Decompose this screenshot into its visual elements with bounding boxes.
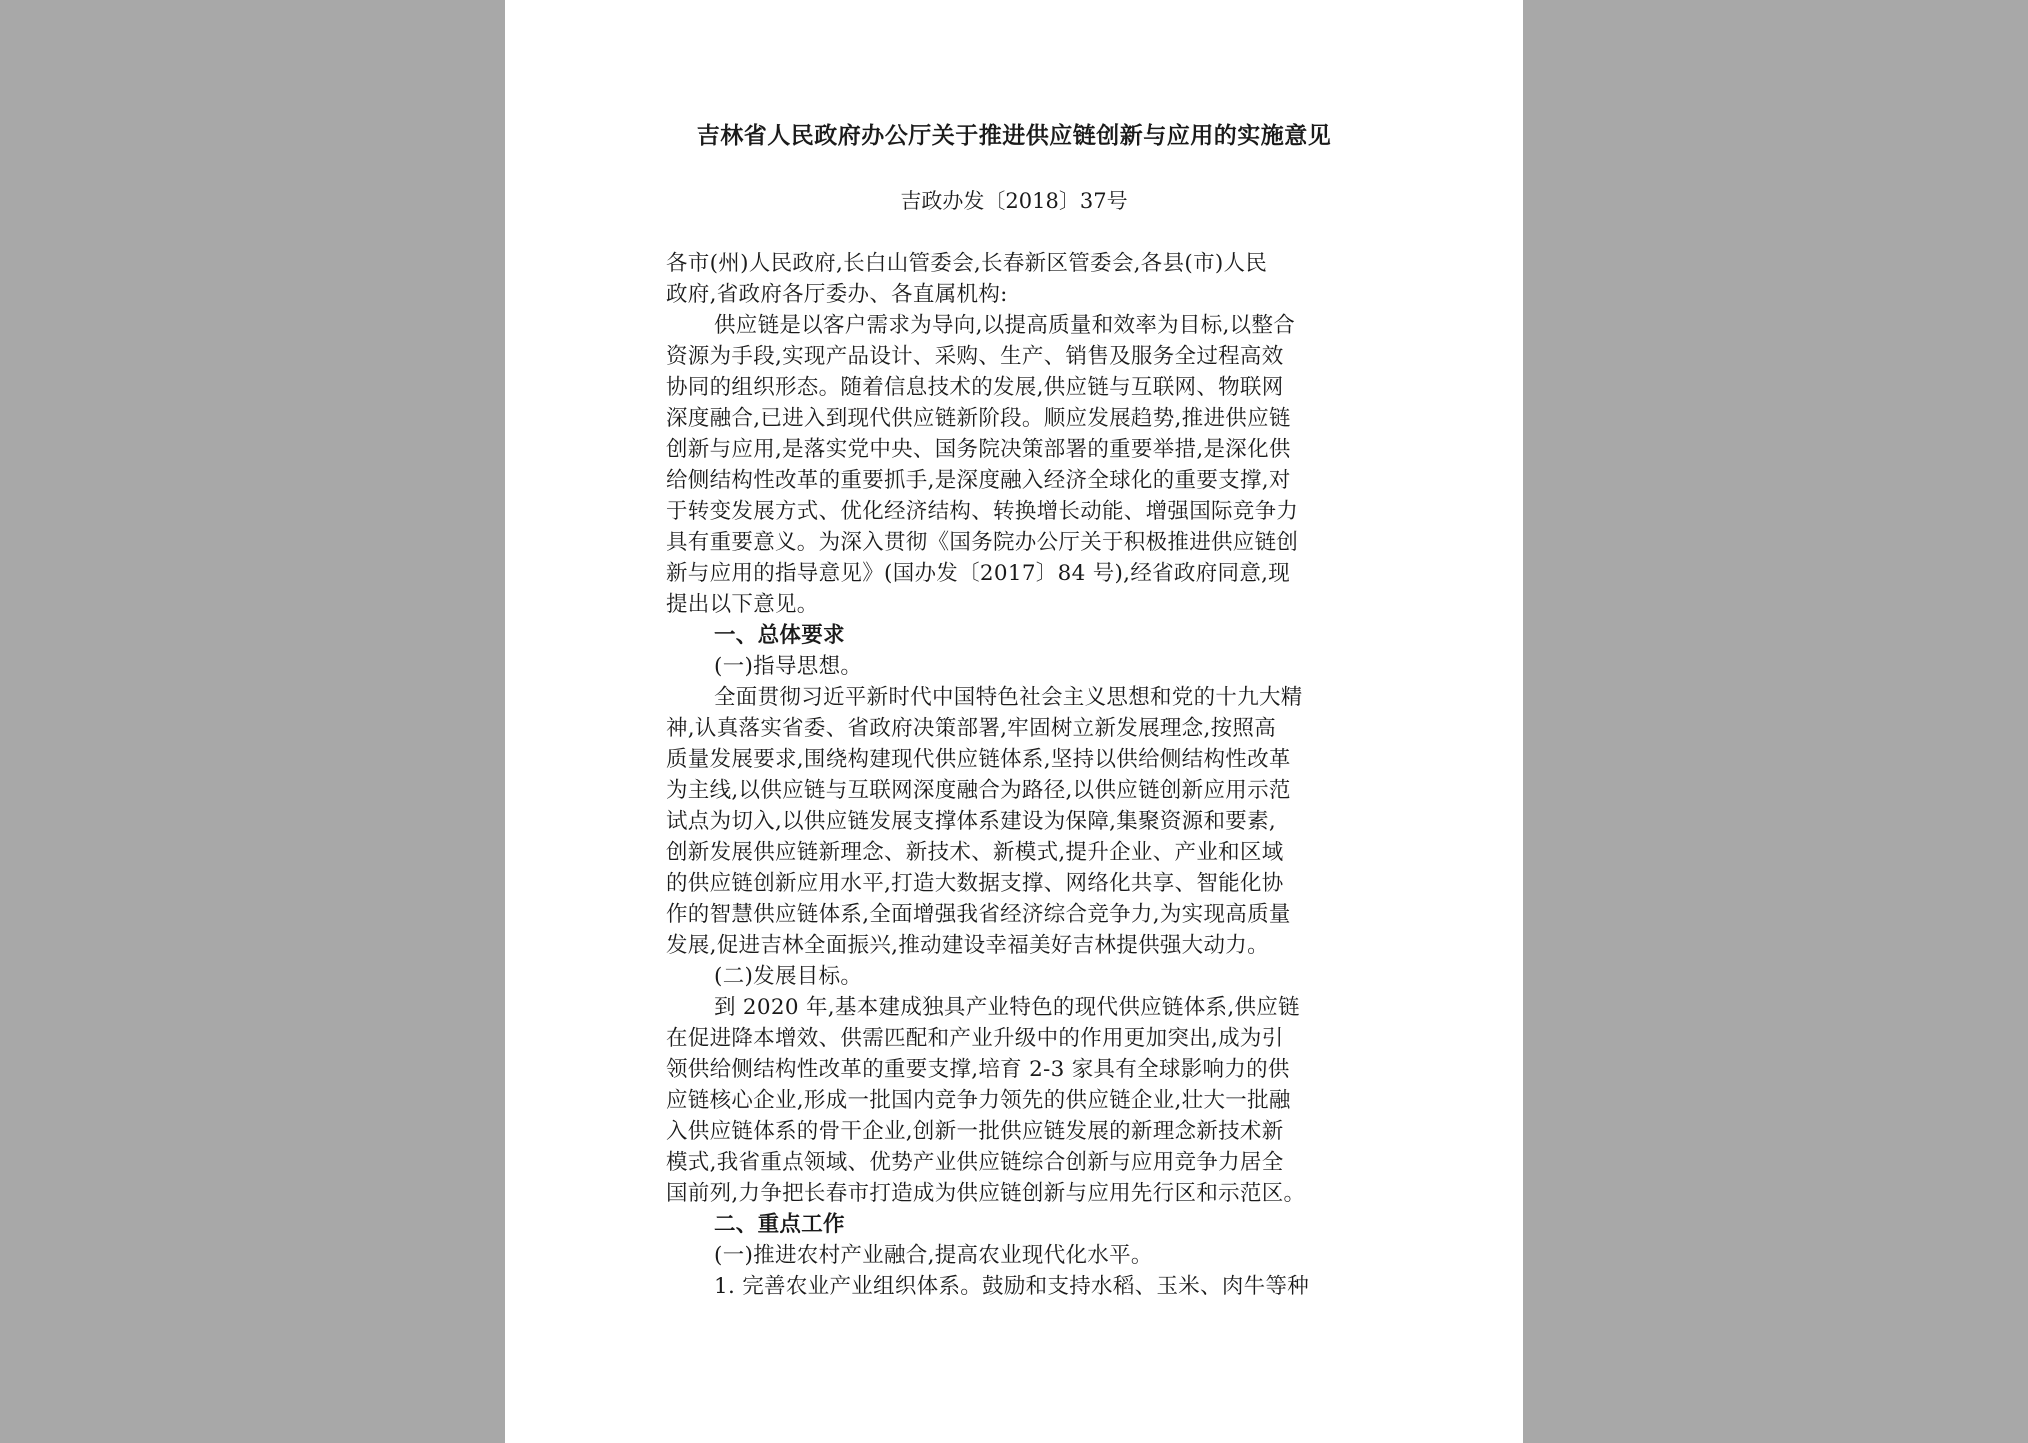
text-line: 模式,我省重点领域、优势产业供应链综合创新与应用竞争力居全 (666, 1150, 1284, 1175)
text-line: 到 2020 年,基本建成独具产业特色的现代供应链体系,供应链 (714, 995, 1300, 1020)
text-line: 于转变发展方式、优化经济结构、转换增长动能、增强国际竞争力 (666, 499, 1299, 524)
text-line: (一)推进农村产业融合,提高农业现代化水平。 (714, 1243, 1153, 1268)
text-line: (一)指导思想。 (714, 654, 863, 679)
text-line: 创新与应用,是落实党中央、国务院决策部署的重要举措,是深化供 (666, 437, 1291, 462)
text-line: 给侧结构性改革的重要抓手,是深度融入经济全球化的重要支撑,对 (666, 468, 1291, 493)
text-line: 具有重要意义。为深入贯彻《国务院办公厅关于积极推进供应链创 (666, 530, 1299, 555)
text-line: 试点为切入,以供应链发展支撑体系建设为保障,集聚资源和要素, (666, 809, 1277, 834)
text-line: (二)发展目标。 (714, 964, 863, 989)
text-line: 深度融合,已进入到现代供应链新阶段。顺应发展趋势,推进供应链 (666, 406, 1291, 431)
document-number: 吉政办发〔2018〕37号 (900, 189, 1128, 213)
text-line: 政府,省政府各厅委办、各直属机构: (666, 282, 1008, 307)
document-title: 吉林省人民政府办公厅关于推进供应链创新与应用的实施意见 (696, 122, 1332, 149)
text-line: 1. 完善农业产业组织体系。鼓励和支持水稻、玉米、肉牛等种 (714, 1274, 1310, 1299)
section-heading: 一、总体要求 (714, 623, 845, 648)
text-line: 各市(州)人民政府,长白山管委会,长春新区管委会,各县(市)人民 (666, 251, 1268, 276)
text-line: 协同的组织形态。随着信息技术的发展,供应链与互联网、物联网 (666, 375, 1284, 400)
text-line: 全面贯彻习近平新时代中国特色社会主义思想和党的十九大精 (714, 685, 1303, 710)
text-line: 入供应链体系的骨干企业,创新一批供应链发展的新理念新技术新 (666, 1119, 1284, 1144)
text-line: 供应链是以客户需求为导向,以提高质量和效率为目标,以整合 (714, 313, 1296, 338)
text-line: 神,认真落实省委、省政府决策部署,牢固树立新发展理念,按照高 (666, 716, 1277, 741)
document-body (666, 248, 1356, 1302)
text-line: 发展,促进吉林全面振兴,推动建设幸福美好吉林提供强大动力。 (666, 933, 1269, 958)
text-line: 提出以下意见。 (666, 592, 819, 617)
text-line: 的供应链创新应用水平,打造大数据支撑、网络化共享、智能化协 (666, 871, 1284, 896)
text-line: 国前列,力争把长春市打造成为供应链创新与应用先行区和示范区。 (666, 1181, 1306, 1206)
text-line: 领供给侧结构性改革的重要支撑,培育 2-3 家具有全球影响力的供 (666, 1057, 1290, 1082)
text-line: 资源为手段,实现产品设计、采购、生产、销售及服务全过程高效 (666, 344, 1284, 369)
text-line: 质量发展要求,围绕构建现代供应链体系,坚持以供给侧结构性改革 (666, 747, 1291, 772)
section-heading: 二、重点工作 (714, 1212, 845, 1237)
text-line: 在促进降本增效、供需匹配和产业升级中的作用更加突出,成为引 (666, 1026, 1284, 1051)
text-line: 应链核心企业,形成一批国内竞争力领先的供应链企业,壮大一批融 (666, 1088, 1291, 1113)
text-line: 创新发展供应链新理念、新技术、新模式,提升企业、产业和区域 (666, 840, 1284, 865)
document-page (505, 0, 1523, 1443)
text-line: 新与应用的指导意见》(国办发〔2017〕84 号),经省政府同意,现 (666, 561, 1291, 586)
text-line: 作的智慧供应链体系,全面增强我省经济综合竞争力,为实现高质量 (666, 902, 1291, 927)
text-line: 为主线,以供应链与互联网深度融合为路径,以供应链创新应用示范 (666, 778, 1291, 803)
